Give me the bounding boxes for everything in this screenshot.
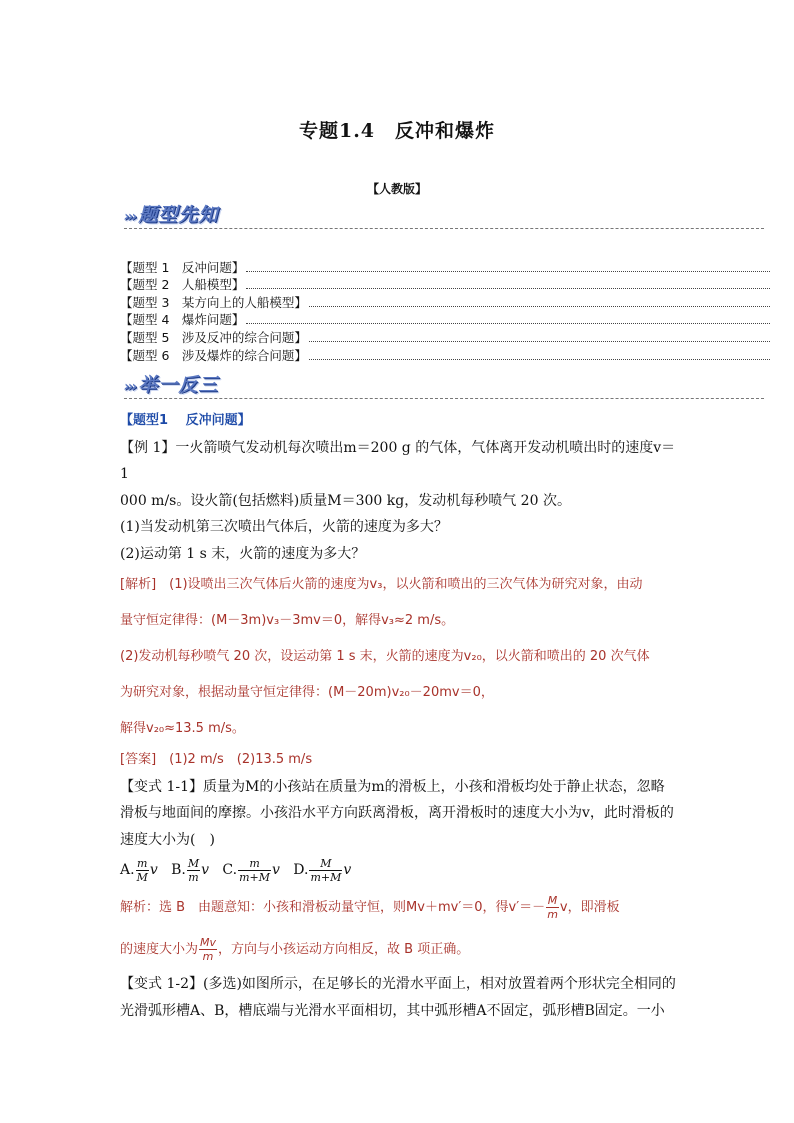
leader-dots xyxy=(309,341,770,342)
variant-line: 滑板与地面间的摩擦。小孩沿水平方向跃离滑板，离开滑板时的速度大小为v，此时滑板的 xyxy=(120,805,674,821)
variant-line: 【变式 1-1】质量为M的小孩站在质量为m的滑板上，小孩和滑板均处于静止状态，忽略 xyxy=(120,778,665,795)
banner-question-types xyxy=(124,200,218,227)
leader-dots xyxy=(309,306,770,307)
question-2: (2)运动第 1 s 末，火箭的速度为多大？ xyxy=(120,545,366,562)
solution-line: (2)发动机每秒喷气 20 次，设运动第 1 s 末，火箭的速度为v₂₀，以火箭和喷出的 20 次气体 xyxy=(120,649,650,664)
toc-item[interactable]: 【题型 5 涉及反冲的综合问题】 xyxy=(120,328,772,346)
main-content xyxy=(120,408,680,1024)
variant-line: 【变式 1-2】(多选)如图所示，在足够长的光滑水平面上，相对放置着两个形状完全相同的 xyxy=(120,976,676,992)
leader-dots xyxy=(309,359,770,360)
answer-line: [答案] (1)2 m/s (2)13.5 m/s xyxy=(120,752,313,767)
toc-item[interactable]: 【题型 4 爆炸问题】 xyxy=(120,311,772,329)
divider xyxy=(124,228,764,229)
section-heading: 【题型1 反冲问题】 xyxy=(120,413,251,428)
variant-solution: 解析：选 B 由题意知：小孩和滑板动量守恒，则Mv＋mv′＝0，得v′＝－ $\frac{M}{m}$ v，即滑板 xyxy=(120,894,620,921)
option-b[interactable]: B. $\frac{M}{m}$ v xyxy=(171,856,210,884)
toc-item[interactable]: 【题型 6 涉及爆炸的综合问题】 xyxy=(120,346,772,364)
question-1: (1)当发动机第三次喷出气体后，火箭的速度为多大？ xyxy=(120,519,448,535)
divider xyxy=(124,398,764,399)
solution-line: [解析] (1)设喷出三次气体后火箭的速度为v₃，以火箭和喷出的三次气体为研究对象，由动 xyxy=(120,577,643,592)
edition-label: 【人教版】 xyxy=(366,182,427,196)
variant-line: 光滑弧形槽A、B，槽底端与光滑水平面相切，其中弧形槽A不固定，弧形槽B固定。一小 xyxy=(120,1002,665,1019)
variant-solution: 的速度大小为 $\frac{Mv}{m}$ ，方向与小孩运动方向相反，故 B 项正确。 xyxy=(120,936,470,963)
example-line: 000 m/s。设火箭(包括燃料)质量M＝300 kg，发动机每秒喷气 20 次。 xyxy=(120,492,571,509)
triple-arrow-icon: ››› xyxy=(124,209,136,225)
solution-line: 为研究对象，根据动量守恒定律得：(M－20m)v₂₀－20mv＝0， xyxy=(120,685,494,700)
options-row xyxy=(120,853,680,887)
option-d[interactable]: D. $\frac{M}{m+M}$ v xyxy=(293,856,352,884)
solution-line: 解得v₂₀≈13.5 m/s。 xyxy=(120,721,245,736)
toc-item[interactable]: 【题型 2 人船模型】 xyxy=(120,276,772,294)
toc-item[interactable]: 【题型 3 某方向上的人船模型】 xyxy=(120,293,772,311)
banner-text: 举一反三 xyxy=(138,374,219,396)
page-title: 专题1.4 反冲和爆炸 xyxy=(298,120,496,142)
variant-line: 速度大小为( ) xyxy=(120,831,215,848)
leader-dots xyxy=(246,323,770,324)
solution-line: 量守恒定律得：(M－3m)v₃－3mv＝0，解得v₃≈2 m/s。 xyxy=(120,613,455,628)
banner-text: 题型先知 xyxy=(138,204,219,226)
toc-item[interactable]: 【题型 1 反冲问题】 xyxy=(120,258,772,276)
banner-practice xyxy=(124,370,218,397)
option-c[interactable]: C. $\frac{m}{m+M}$ v xyxy=(222,856,280,884)
triple-arrow-icon: ››› xyxy=(124,379,136,395)
option-a[interactable]: A. $\frac{m}{M}$ v xyxy=(120,856,158,884)
leader-dots xyxy=(246,288,770,289)
example-line: 【例 1】一火箭喷气发动机每次喷出m＝200 g 的气体，气体离开发动机喷出时的速度v＝1 xyxy=(120,439,676,482)
leader-dots xyxy=(246,271,770,272)
table-of-contents xyxy=(120,258,772,364)
